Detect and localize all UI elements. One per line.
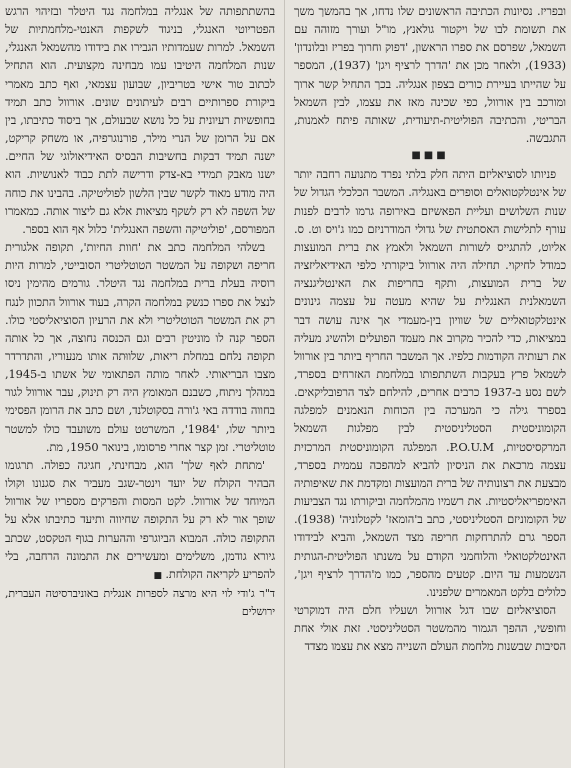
paragraph [5, 456, 275, 585]
paragraph: ובפריז. נסיונות הכתיבה הראשונים שלו נדחו, אך בהמשך משך את תשומת לבו של ויקטור גולאנץ, מו"ל ועורך מזוהה עם השמאל, שפרסם את ספרו הראשון, 'דפוק וחרוך בפריז ובלונדון' (1933), ולאחר מכן את 'הדרך לרציף ויגן' (1937), המספר על שהייתו בעיירת כורים בצפון אנגליה. בכך התחיל קשר ארוך ומורכב בין אורוול, כפי שכינה מאז את עצמו, לבין השמאל הבריטי, והכתיבה הפוליטית-תיעודית, שאותה פיתח לאמנות, התגבשה. [294, 4, 566, 146]
article-column-left [5, 2, 275, 621]
end-mark: ■ [153, 570, 162, 581]
author-byline: ד"ר ג'ודי לוי היא מרצה לספרות אנגלית באוניברסיטה העברית, ירושלים [5, 587, 275, 619]
paragraph: בהשתתפותה של אנגליה במלחמה נגד היטלר ובזיהוי הרגש הפטריוטי האנגלי, בניגוד לשקפות האנטי-מלחמתיות של השמאל. למרות שעמדותיו הגבירו את בידודו מהשמאל האנגלי, שנות המלחמה היטיבו עמו מבחינה מקצועית. הוא התחיל לכתוב טור אישי בטריביון, שבועון עצמאי, ואף כתב מאמרי ביקורת ספרותיים רבים לעיתונים שונים. אורוול כתב תמיד בחופשיות רעיונית על כל נושא שבעולם, אך ביסוד כתיבתו, בין אם על הרומן של הנרי מילר, פורנוגרפיה, או משחק קריקט, ישנה תמיד דבקות בחשיבות הבסיס האידיאולוגי של החיים. ישנו מאבק תמידי בא-צדק ודרישה לתת כבוד לאנושיות. הוא היה מודע מאוד לקשר שבין הלשון לפוליטיקה. בהבינו את כוחה של השפה לא רק לשקף מציאות אלא גם ליצור אותה. כמאמרו המפורסם, 'פוליטיקה והשפה האנגלית' כלול אף הוא בספר. [5, 4, 275, 236]
section-separator: ■■■ [411, 150, 449, 162]
article-column-right [294, 2, 566, 655]
paragraph: הסוציאליזם שבו דגל אורוול ושעליו חלם היה דמוקרטי וחופשי, ההפך הגמור מהמשטר הסטליניסטי. זאת אולי אחת הסיבות שבשנות מלחמת העולם השנייה מצא את עצמו מצדד [294, 603, 566, 654]
column-divider [284, 0, 285, 768]
paragraph: בשלהי המלחמה כתב את 'חוות החיות', תקופה אלגורית חריפה ושקופה על המשטר הטוטליטרי הסובייטי, למרות היות רוסיה בעלת ברית במלחמה נגד היטלר. גורמים מהימין ניסו לנצל את ספרו כנשק במלחמה הקרה, בעוד אורוול התכוון לנגח רק את המשטר הטוטליטרי ולא את הרעיון הסוציאליסטי כולו. הספר קנה לו מוניטין רבים וגם הכנסה נחוצה, אך כל אותה תקופה נלחם במחלת ריאות, שלווּתה אותו מנעוריו, והתדרדר מצבו הבריאותי. לאחר מותה הפתאומי של אשתו ב-1945, במהלך ניתוח, כשבנם המאומץ היה רק תינוק, עבר אורוול לגור בחווה בודדה באי ג'ורה בסקוטלנד, ושם כתב את הרומן הפסימי ביותר שלו, '1984', המשרטט עולם משועבד כולו למשטר טוטליטרי. זמן קצר אחרי פרסומו, בינואר 1950, מת. [5, 240, 275, 454]
paragraph: פניותו לסוציאליזם היתה חלק בלתי נפרד מתנועה רחבה יותר של אינטלקטואלים וסופרים באנגליה. המשבר הכלכלי הגדול של שנות השלושים ועליית הפאשיזם באירופה גרמו לרבים לפנות עורף לתלישות האסתטית של גדולי המודרניזם כמו ג'ויס וט. ס. אליוט, להתגייס לשורות השמאל ולאמץ את ברית המועצות כמודל לחיקוי. תחילה היה אורוול ביקורתי כלפי האידיאליזציה של ברית המועצות, ותקף בחריפות את האינטליגנציה השמאלנית האנגלית על שהיא מעטה על עצמה גינונים אינטלקטואליים של שוויון בין-מעמדי אך אינה עושה דבר במציאות, כדי להכיר מקרוב את מעמד הפועלים ולהשיג מעליה את רעותיה הקודמות כלפיו. אך המשבר החריף ביותר בין אורוול לשמאל פרץ בעקבות השתתפותו במלחמת האזרחים בספרד, לשם נסע ב-1937 כרבים אחרים, להילחם לצד הרפובליקאים. בספרד גילה כי המערכה בין הכוחות הנאמנים למפלגה הקומוניסטית הסטליניסטית לבין מפלגות השמאל המרקסיסטיות, P.O.U.M. המפלגה הקומוניסטית המרכזית עצמה מרכאת את הניסיון להביא למהפכה עממית בספרד, מבצעת את רצונותיה של ברית המועצות ומקדמת את שאיפותיה האימפריאליסטיות. את רשמיו מהמלחמה וביקורתו נגד הצביעות של הקומוניזם הסטליניסטי, כתב ב'הומאז' לקטלוניה' (1938). הספר גרם להתרחקות חריפה מצד השמאל, והביא לבידודו האינטלקטואלי והלוחמני הקודם על משנתו הפוליטית-הגותית הנשמעות עד היום. קטעים מהספר, כמו מ'הדרך לרציף ויגן', כלולים בלקט המאמרים שלפנינו. [294, 167, 566, 599]
closing-paragraph-text: 'מתחת לאף שלך' הוא, מבחינתי, חגיגה כפולה. תרגומו הבהיר הקולח של יועד וינטר-שגב מעביר את סגנונו וקולו המיוחד של אורוול. לקט המסות והפרקים מספריו של אורוול שופך אור לא רק על התקופה שחיווה ותיעד כתיבתו אלא על התקופה כולה. המבוא הביוגרפי וההערות בגוף הטקסט, שכתב גיורא גודמן, משלימים ומעשירים את התמונה הרחבה, בלי להפריע לקריאה הקולחת. [5, 457, 275, 581]
